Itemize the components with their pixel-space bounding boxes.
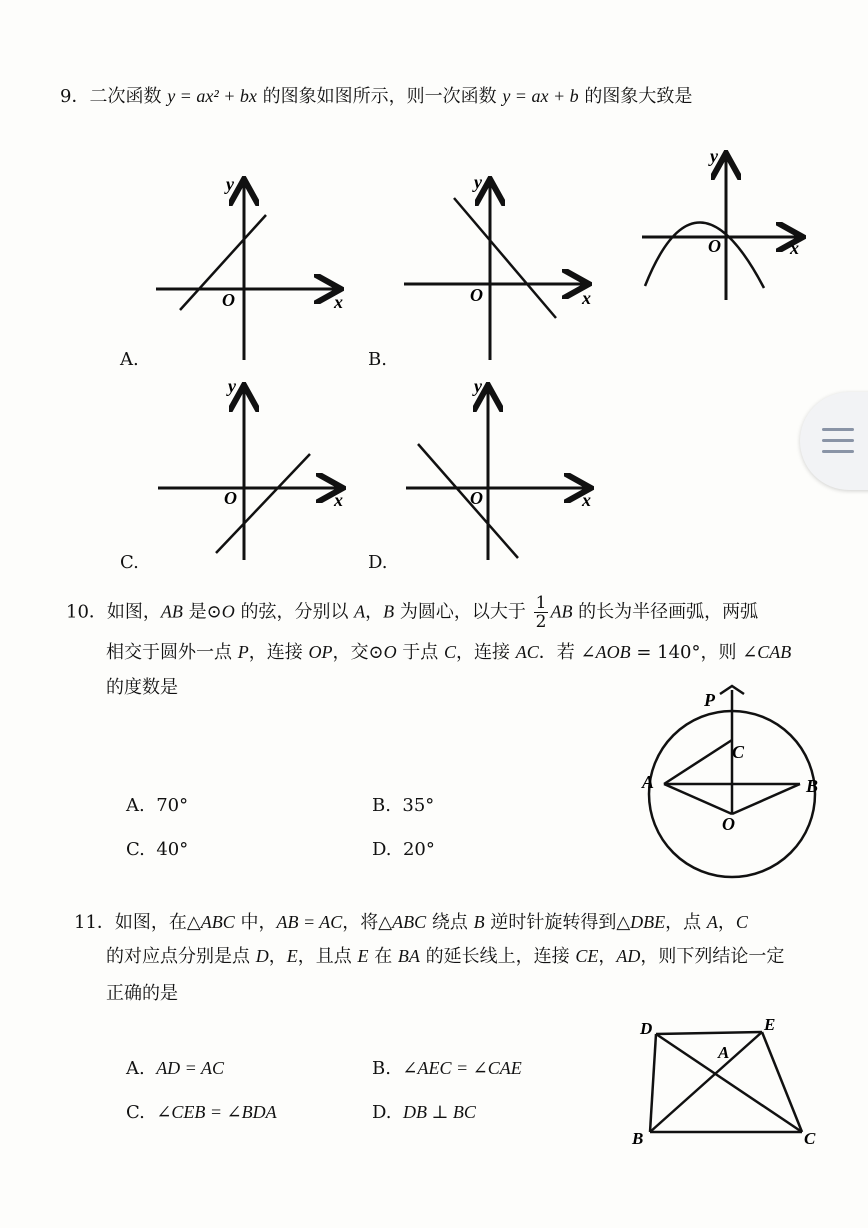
q9-number: 9． [60,86,90,107]
q10-stem-line-1: 10．如图，AB 是⊙O 的弦，分别以 A，B 为圆心，以大于 $\frac{1}{2}$ AB 的长为半径画弧，两弧 [66,593,759,632]
q9-parabola-figure [640,148,810,308]
side-menu-button[interactable] [800,392,868,490]
q11-number: 11． [74,912,115,933]
q10-number: 10． [66,601,107,623]
q9-graph-c [152,378,352,563]
label-e: E [764,1015,776,1034]
label-c-vertex: C [804,1129,816,1148]
label-b-vertex: B [632,1129,644,1148]
graph-c-x-label: x [334,490,343,510]
hamburger-menu-icon-bar [822,439,854,442]
label-o: O [722,814,735,834]
q9-option-d-label[interactable]: D. [368,552,388,573]
q9-graph-a [150,170,350,365]
graph-d-y-label: y [474,376,482,396]
label-d: D [640,1019,653,1038]
q10-option-c[interactable]: C. 40° [126,839,189,860]
q9-graph-d [400,378,600,563]
label-b: B [806,776,819,796]
q9-quadratic-expression: y = ax² + bx [167,86,257,106]
q10-stem-line-3: 的度数是 [106,677,178,698]
graph-c-origin-label: O [224,488,237,508]
parabola-origin-label: O [708,236,721,256]
q10-option-d[interactable]: D. 20° [372,839,435,860]
graph-a-x-label: x [334,292,343,312]
one-half-fraction: $\frac{1}{2}$ [535,593,547,632]
label-a-vertex: A [718,1043,730,1062]
q11-option-b[interactable]: B. ∠AEC = ∠CAE [372,1058,522,1079]
graph-a-origin-label: O [222,290,235,310]
q11-option-a[interactable]: A. AD = AC [126,1058,225,1079]
graph-b-origin-label: O [470,285,483,305]
q11-trapezoid-figure [630,1014,830,1154]
graph-b-x-label: x [582,288,591,308]
q9-option-b-label[interactable]: B. [368,349,387,370]
q11-stem-line-3: 正确的是 [106,983,178,1004]
parabola-y-label: y [710,146,718,166]
q9-graph-b [398,170,598,365]
hamburger-menu-icon-bar [822,450,854,453]
q11-option-d[interactable]: D. DB ⊥ BC [372,1102,476,1123]
hamburger-menu-icon [822,428,854,431]
q9-option-a-label[interactable]: A. [120,349,139,370]
graph-a-y-label: y [226,174,234,194]
q11-stem-line-1: 11．如图，在△ABC 中，AB = AC，将△ABC 绕点 B 逆时针旋转得到△DBE，点 A，C [74,912,748,933]
graph-d-x-label: x [582,490,591,510]
q9-linear-expression: y = ax + b [502,86,579,106]
label-a: A [642,772,655,792]
graph-c-y-label: y [228,376,236,396]
q9-option-c-label[interactable]: C. [120,552,139,573]
q9-stem: 9．二次函数 y = ax² + bx 的图象如图所示，则一次函数 y = ax + b 的图象大致是 [60,86,693,107]
q11-stem-line-2: 的对应点分别是点 D，E，且点 E 在 BA 的延长线上，连接 CE，AD，则下列结论一定 [106,946,785,967]
q10-option-b[interactable]: B. 35° [372,795,435,816]
q10-option-a[interactable]: A. 70° [126,795,189,816]
graph-b-y-label: y [474,172,482,192]
label-p: P [704,690,715,710]
q11-option-c[interactable]: C. ∠CEB = ∠BDA [126,1102,277,1123]
parabola-x-label: x [790,238,799,258]
q10-circle-figure [636,684,826,884]
q10-stem-line-2: 相交于圆外一点 P，连接 OP，交⊙O 于点 C，连接 AC．若 ∠AOB = 140°，则 ∠CAB [106,642,792,663]
label-c: C [732,742,745,762]
graph-d-origin-label: O [470,488,483,508]
